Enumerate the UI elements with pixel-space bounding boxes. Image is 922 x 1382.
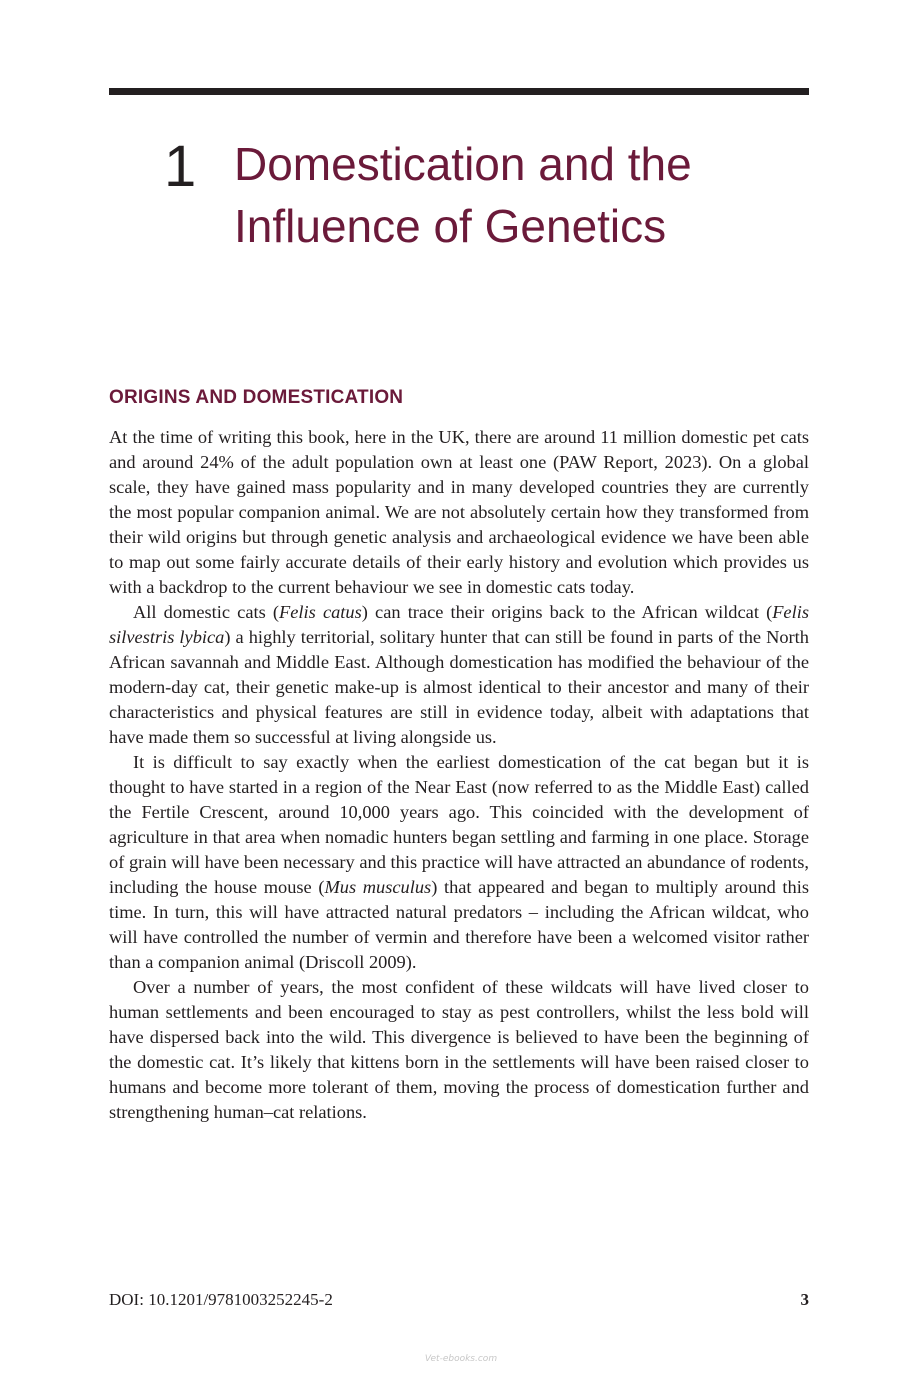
paragraph-3-text-b: ) that appeared and began to multiply around this time. In turn, this will have attracted natural predators – including the African wildcat, who will have controlled the number of vermin and therefore have been a welcomed visitor rather than a companion animal (Driscoll 2009). — [109, 877, 809, 972]
paragraph-2-text-a: All domestic cats ( — [133, 602, 280, 622]
body-text — [109, 425, 809, 1125]
chapter-number: 1 — [164, 134, 197, 199]
watermark-text: Vet-ebooks.com — [424, 1354, 498, 1364]
species-name-felis-catus: Felis catus — [279, 602, 362, 622]
paragraph-4: Over a number of years, the most confident of these wildcats will have lived closer to human settlements and been encouraged to stay as pest controllers, whilst the less bold will have dispersed back into the wild. This divergence is believed to have been the beginning of the domestic cat. It’s likely that kittens born in the settlements will have been raised closer to humans and become more tolerant of them, moving the process of domestication further and strengthening human–cat relations. — [109, 977, 809, 1122]
species-name-mus-musculus: Mus musculus — [324, 877, 432, 897]
chapter-top-rule — [109, 88, 809, 95]
paragraph-1: At the time of writing this book, here in the UK, there are around 11 million domestic pet cats and around 24% of the adult population own at least one (PAW Report, 2023). On a global scale, they have gained mass popularity and in many developed countries they are currently the most popular companion animal. We are not absolutely certain how they transformed from their wild origins but through genetic analysis and archaeological evidence we have been able to map out some fairly accurate details of their early history and evolution which provides us with a backdrop to the current behaviour we see in domestic cats today. — [109, 427, 809, 597]
paragraph-2-text-b: ) can trace their origins back to the African wildcat ( — [361, 602, 773, 622]
paragraph-2-text-c: ) a highly territorial, solitary hunter that can still be found in parts of the North African savannah and Middle East. Although domestication has modified the behaviour of the modern-day cat, their genetic make-up is almost identical to their ancestor and many of their characteristics and physical features are still in evidence today, albeit with adaptations that have made them so successful at living alongside us. — [109, 627, 809, 747]
paragraph-2 — [109, 600, 809, 750]
paragraph-3-text-a: It is difficult to say exactly when the earliest domestication of the cat began but it is thought to have started in a region of the Near East (now referred to as the Middle East) called the Fertile Crescent, around 10,000 years ago. This coincided with the development of agriculture in that area when nomadic hunters began settling and farming in one place. Storage of grain will have been necessary and this practice will have attracted an abundance of rodents, including the house mouse ( — [109, 752, 809, 897]
page-number: 3 — [800, 1290, 809, 1309]
chapter-title-line-2: Influence of Genetics — [234, 200, 667, 252]
species-name-felis-silvestris-lybica: Felis silvestris lybica — [109, 602, 809, 647]
footer-doi: DOI: 10.1201/9781003252245-2 — [109, 1290, 333, 1309]
chapter-title-line-1: Domestication and the — [234, 138, 692, 190]
paragraph-3 — [109, 750, 809, 975]
section-heading: ORIGINS AND DOMESTICATION — [109, 387, 404, 408]
watermark-logo — [0, 1354, 922, 1364]
chapter-title — [234, 133, 814, 257]
